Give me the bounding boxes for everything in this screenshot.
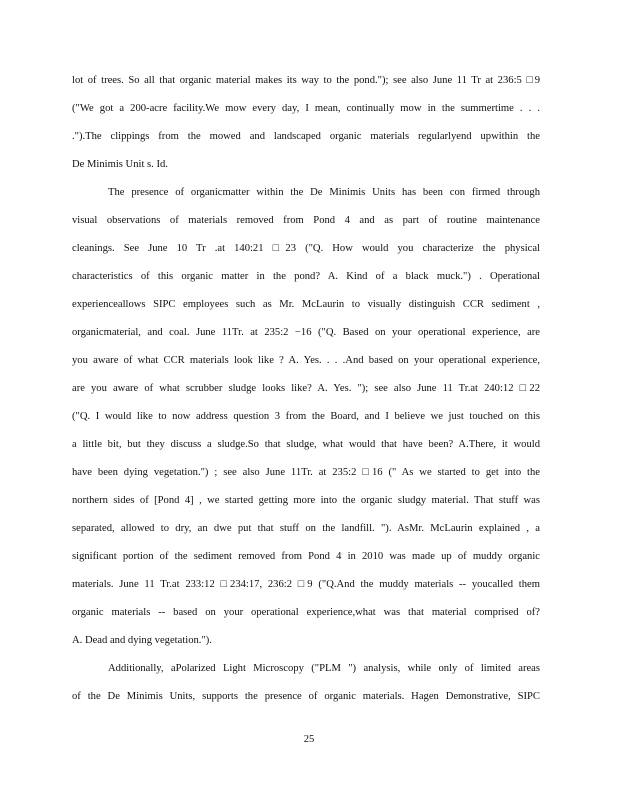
text-line: are you aware of what scrubber sludge looks like? A. Yes. "); see also June 11 Tr.at 240:12 □22 xyxy=(72,383,540,394)
page-number: 25 xyxy=(303,734,315,745)
text-line: De Minimis Unit s. Id. xyxy=(72,159,168,170)
text-line: organic materials -- based on your operational experience,what was that material comprised of? xyxy=(72,607,540,618)
text-line: separated, allowed to dry, an dwe put that stuff on the landfill. "). AsMr. McLaurin explained , a xyxy=(72,523,540,534)
text-line: have been dying vegetation.") ; see also June 11Tr. at 235:2 □16 (" As we started to get into the xyxy=(72,467,540,478)
text-line: materials. June 11 Tr.at 233:12 □234:17, 236:2 □9 ("Q.And the muddy materials -- youcalled them xyxy=(72,579,540,590)
text-line: cleanings. See June 10 Tr .at 140:21 □23 ("Q. How would you characterize the physical xyxy=(72,243,540,254)
text-line: a little bit, but they discuss a sludge.So that sludge, what would that have been? A.There, it would xyxy=(72,439,540,450)
text-line: .").The clippings from the mowed and landscaped organic materials regularlyend upwithin the xyxy=(72,131,540,142)
text-line: significant portion of the sediment removed from Pond 4 in 2010 was made up of muddy organic xyxy=(72,551,540,562)
text-line: lot of trees. So all that organic material makes its way to the pond."); see also June 11 Tr at 236:5 □9 xyxy=(72,75,540,86)
text-line: you aware of what CCR materials look like ? A. Yes. . . .And based on your operational experience, xyxy=(72,355,540,366)
text-line: northern sides of [Pond 4] , we started getting more into the organic sludgy material. That stuff was xyxy=(72,495,540,506)
paragraph-first-line: Additionally, aPolarized Light Microscopy ("PLM ") analysis, while only of limited areas xyxy=(108,663,540,674)
text-line: characteristics of this organic matter in the pond? A. Kind of a black muck.") . Operational xyxy=(72,271,540,282)
text-line: ("Q. I would like to now address question 3 from the Board, and I believe we just touched on this xyxy=(72,411,540,422)
text-line: of the De Minimis Units, supports the presence of organic materials. Hagen Demonstrative, SIPC xyxy=(72,691,540,702)
paragraph-first-line: The presence of organicmatter within the De Minimis Units has been con firmed through xyxy=(108,187,540,198)
text-line: ("We got a 200-acre facility.We mow every day, I mean, continually mow in the summertime . . . xyxy=(72,103,540,114)
text-line: organicmaterial, and coal. June 11Tr. at 235:2 −16 ("Q. Based on your operational experience, are xyxy=(72,327,540,338)
text-line: visual observations of materials removed from Pond 4 and as part of routine maintenance xyxy=(72,215,540,226)
text-line: A. Dead and dying vegetation."). xyxy=(72,635,212,646)
text-line: experienceallows SIPC employees such as Mr. McLaurin to visually distinguish CCR sediment , xyxy=(72,299,540,310)
